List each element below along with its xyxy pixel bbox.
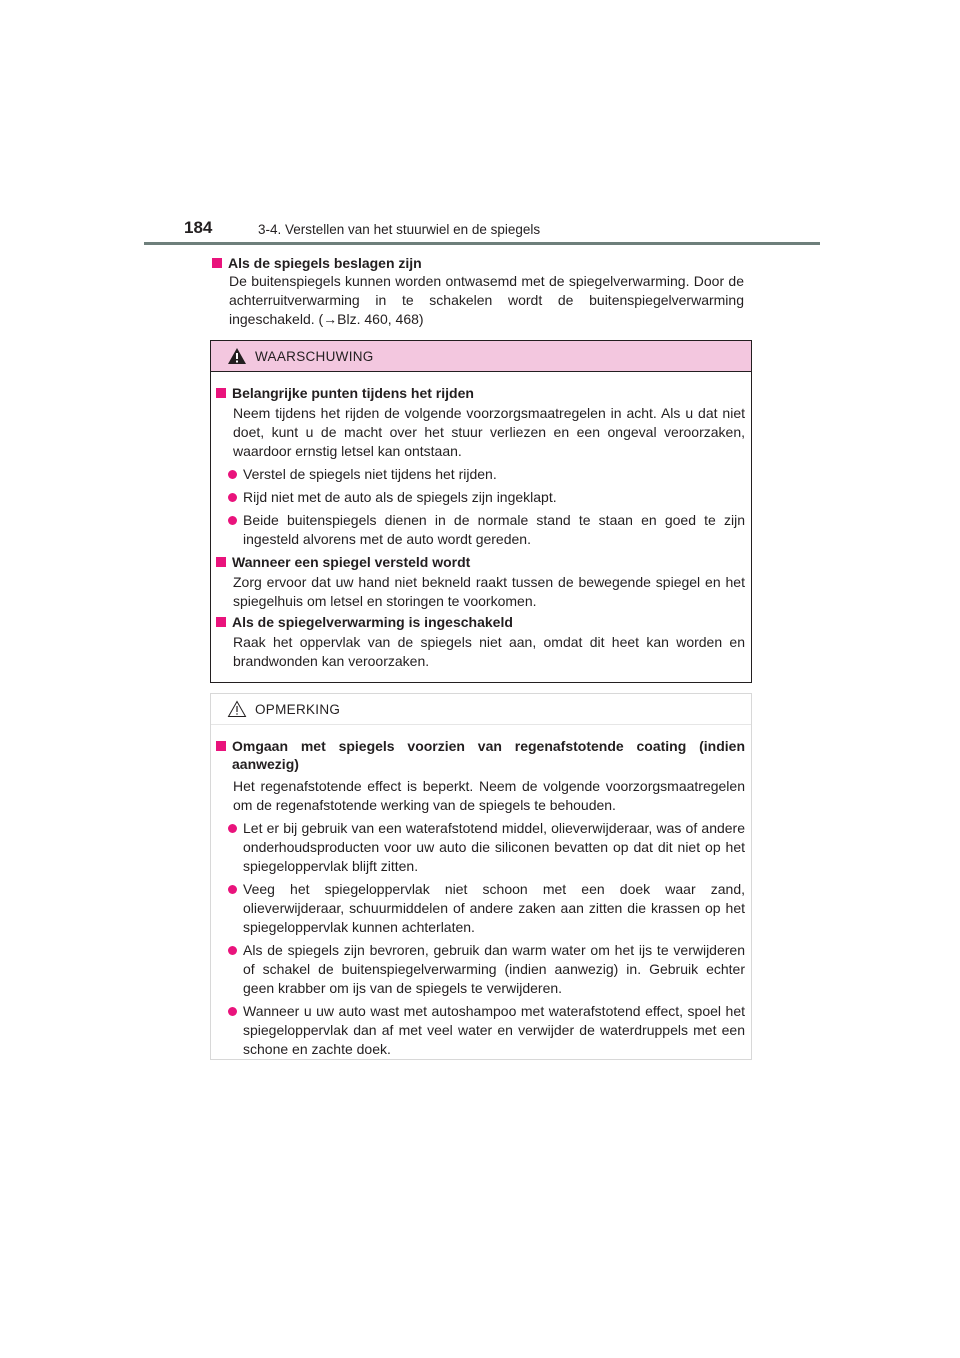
bullet-text: Verstel de spiegels niet tijdens het rijden.	[243, 466, 497, 482]
warning-section	[216, 553, 745, 611]
warning-section-heading	[216, 384, 745, 402]
square-bullet-icon	[216, 741, 226, 751]
intro-heading-text: Als de spiegels beslagen zijn	[228, 255, 422, 271]
bullet-text: Beide buitenspiegels dienen in de normale stand te staan en goed te zijn ingesteld alvorens met de auto wordt gereden.	[243, 512, 745, 547]
bullet-text: Let er bij gebruik van een waterafstotend middel, olieverwijderaar, was of andere onderhoudsproducten voor uw auto die siliconen bevatten op dat dit niet op het spiegeloppervlak blijft zitten.	[243, 820, 745, 874]
warning-section-text: Zorg ervoor dat uw hand niet bekneld raakt tussen de bewegende spiegel en het spiegelhuis om letsel en storingen te voorkomen.	[233, 574, 745, 609]
list-item	[228, 880, 745, 937]
round-bullet-icon	[228, 493, 237, 502]
square-bullet-icon	[216, 388, 226, 398]
square-bullet-icon	[216, 557, 226, 567]
note-heading	[216, 737, 745, 773]
warning-section-heading	[216, 613, 745, 631]
heading-text: Omgaan met spiegels voorzien van regenafstotende coating (indien aanwezig)	[232, 738, 745, 772]
round-bullet-icon	[228, 885, 237, 894]
warning-bullets	[228, 465, 745, 549]
warning-section-text: Neem tijdens het rijden de volgende voorzorgsmaatregelen in acht. Als u dat niet doet, kunt u de macht over het stuur verliezen en een ongeval veroorzaken, waardoor ernstig letsel kan ontstaan.	[233, 405, 745, 459]
round-bullet-icon	[228, 824, 237, 833]
warning-header	[211, 341, 751, 372]
bullet-text: Wanneer u uw auto wast met autoshampoo met waterafstotend effect, spoel het spiegeloppervlak dan af met veel water en verwijder de waterdruppels met een schone en zachte doek.	[243, 1003, 745, 1057]
note-header	[211, 694, 751, 725]
note-bullets	[228, 819, 745, 1059]
header-rule	[144, 242, 820, 245]
note-title: OPMERKING	[255, 701, 341, 717]
warning-section	[216, 613, 745, 671]
list-item	[228, 465, 745, 484]
warning-triangle-icon	[227, 347, 247, 365]
bullet-text: Rijd niet met de auto als de spiegels zijn ingeklapt.	[243, 489, 557, 505]
heading-text: Wanneer een spiegel versteld wordt	[232, 554, 471, 570]
round-bullet-icon	[228, 946, 237, 955]
list-item	[228, 511, 745, 549]
square-bullet-icon	[216, 617, 226, 627]
heading-text: Als de spiegelverwarming is ingeschakeld	[232, 614, 513, 630]
bullet-text: Veeg het spiegeloppervlak niet schoon met een doek waar zand, olieverwijderaar, schuurmiddelen of andere zaken aan zitten die krassen op het spiegeloppervlak kunnen achterlaten.	[243, 881, 745, 935]
square-bullet-icon	[212, 258, 222, 268]
round-bullet-icon	[228, 470, 237, 479]
note-text: Het regenafstotende effect is beperkt. Neem de volgende voorzorgsmaatregelen om de regenafstotende werking van de spiegels te behouden.	[233, 778, 745, 813]
caution-triangle-outline-icon	[227, 700, 247, 718]
warning-section	[216, 384, 745, 549]
bullet-text: Als de spiegels zijn bevroren, gebruik dan warm water om het ijs te verwijderen of schakel de buitenspiegelverwarming (indien aanwezig) in. Gebruik echter geen krabber om ijs van de spiegels te verwijderen.	[243, 942, 745, 996]
list-item	[228, 1002, 745, 1059]
warning-section-text: Raak het oppervlak van de spiegels niet aan, omdat dit heet kan worden en brandwonden kan veroorzaken.	[233, 634, 745, 669]
round-bullet-icon	[228, 1007, 237, 1016]
note-box	[210, 693, 752, 1060]
page-number: 184	[184, 218, 213, 237]
list-item	[228, 488, 745, 507]
warning-body	[211, 372, 751, 671]
warning-box	[210, 340, 752, 683]
intro-heading	[212, 254, 744, 272]
page-header	[144, 0, 820, 248]
intro-text: De buitenspiegels kunnen worden ontwasemd met de spiegelverwarming. Door de achterruitverwarming in te schakelen wordt de buitenspiegelverwarming ingeschakeld. (→Blz. 460, 468)	[229, 273, 744, 327]
round-bullet-icon	[228, 516, 237, 525]
list-item	[228, 819, 745, 876]
heading-text: Belangrijke punten tijdens het rijden	[232, 385, 474, 401]
note-body	[211, 725, 751, 1059]
intro-section	[212, 254, 744, 329]
list-item	[228, 941, 745, 998]
warning-section-heading	[216, 553, 745, 571]
warning-title: WAARSCHUWING	[255, 348, 374, 364]
chapter-title: 3-4. Verstellen van het stuurwiel en de spiegels	[258, 222, 541, 237]
